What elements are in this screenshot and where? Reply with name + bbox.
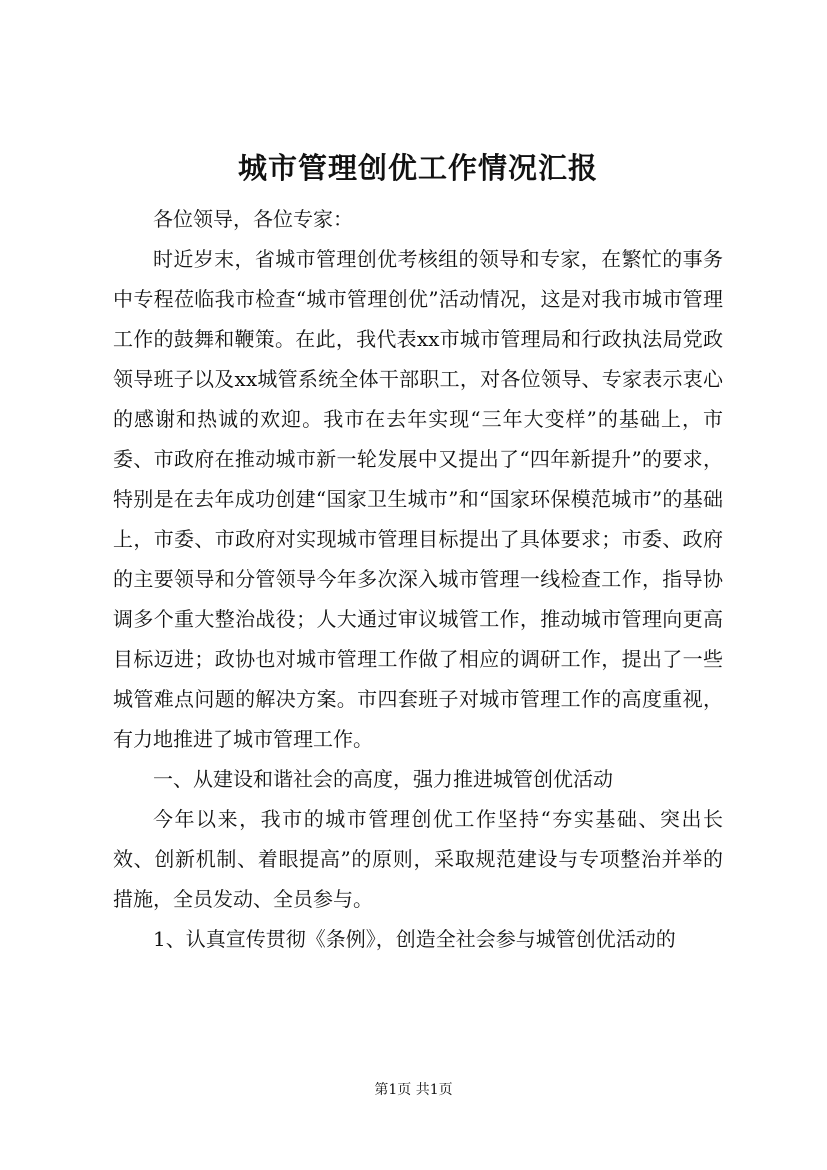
section-paragraph: 今年以来，我市的城市管理创优工作坚持“夯实基础、突出长效、创新机制、着眼提高”的原则，采取规范建设与专项整治并举的措施，全员发动、全员参与。	[113, 807, 723, 911]
salutation-paragraph: 各位领导，各位专家：	[153, 207, 353, 231]
section-heading-1: 一、从建设和谐社会的高度，强力推进城管创优活动	[153, 767, 613, 791]
intro-paragraph: 时近岁末，省城市管理创优考核组的领导和专家，在繁忙的事务中专程莅临我市检查“城市管理创优”活动情况，这是对我市城市管理工作的鼓舞和鞭策。在此，我代表xx市城市管理局和行政执法局党政领导班子以及xx城管系统全体干部职工，对各位领导、专家表示衷心的感谢和热诚的欢迎。我市在去年实现“三年大变样”的基础上，市委、市政府在推动城市新一轮发展中又提出了“四年新提升”的要求，特别是在去年成功创建“国家卫生城市”和“国家环保模范城市”的基础上，市委、市政府对实现城市管理目标提出了具体要求；市委、政府的主要领导和分管领导今年多次深入城市管理一线检查工作，指导协调多个重大整治战役；人大通过审议城管工作，推动城市管理向更高目标迈进；政协也对城市管理工作做了相应的调研工作，提出了一些城管难点问题的解决方案。市四套班子对城市管理工作的高度重视，有力地推进了城市管理工作。	[113, 247, 723, 751]
document-title: 城市管理创优工作情况汇报	[237, 151, 598, 185]
document-body	[113, 145, 723, 959]
subsection-heading-1: 1、认真宣传贯彻《条例》，创造全社会参与城管创优活动的	[153, 927, 676, 951]
page-number-footer: 第1页 共1页	[374, 1082, 453, 1098]
